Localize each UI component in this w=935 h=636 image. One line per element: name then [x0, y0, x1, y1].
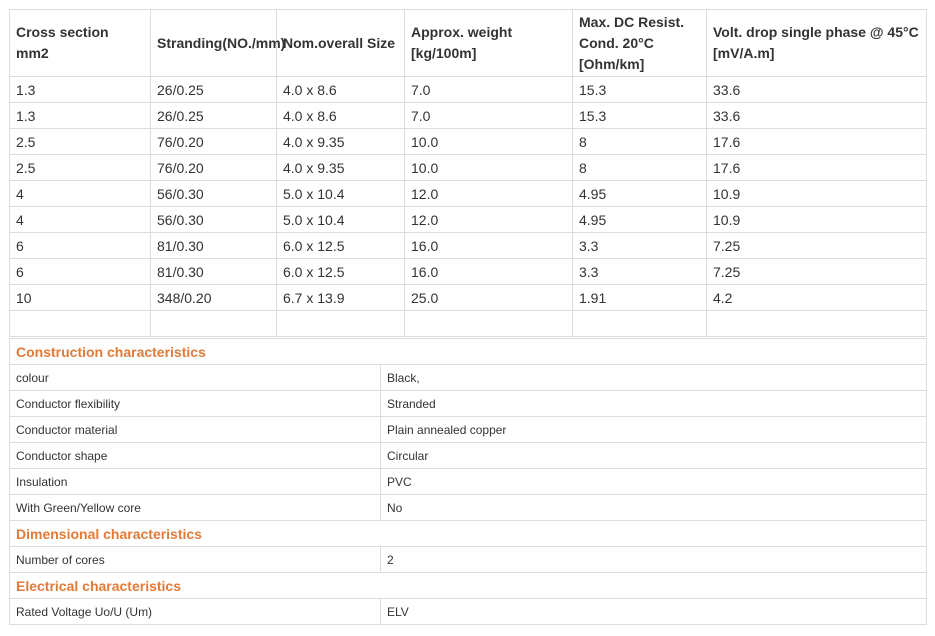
- table-cell: 7.0: [405, 77, 573, 103]
- table-row: [10, 181, 927, 207]
- table-cell: 17.6: [707, 155, 927, 181]
- table-cell: 26/0.25: [151, 103, 277, 129]
- table-cell: [405, 311, 573, 337]
- property-value: Circular: [381, 443, 927, 469]
- table-cell: 1.3: [10, 103, 151, 129]
- property-row: [10, 469, 927, 495]
- property-value: PVC: [381, 469, 927, 495]
- table-row: [10, 103, 927, 129]
- table-cell: 12.0: [405, 181, 573, 207]
- table-cell: 6: [10, 233, 151, 259]
- property-label: colour: [10, 365, 381, 391]
- table-cell: 4: [10, 181, 151, 207]
- table-cell: 10.0: [405, 129, 573, 155]
- table-row: [10, 207, 927, 233]
- dimensional-heading: Dimensional characteristics: [10, 521, 927, 547]
- table-row-empty: [10, 311, 927, 337]
- table-cell: 7.25: [707, 259, 927, 285]
- table-cell: 81/0.30: [151, 233, 277, 259]
- table-cell: 6.7 x 13.9: [277, 285, 405, 311]
- table-cell: 12.0: [405, 207, 573, 233]
- property-value: Plain annealed copper: [381, 417, 927, 443]
- table-cell: 6.0 x 12.5: [277, 233, 405, 259]
- header-stranding: Stranding(NO./mm): [151, 10, 277, 77]
- table-cell: [707, 311, 927, 337]
- table-cell: 5.0 x 10.4: [277, 207, 405, 233]
- property-row: [10, 599, 927, 625]
- electrical-heading: Electrical characteristics: [10, 573, 927, 599]
- table-cell: 25.0: [405, 285, 573, 311]
- property-label: With Green/Yellow core: [10, 495, 381, 521]
- property-label: Insulation: [10, 469, 381, 495]
- table-cell: 2.5: [10, 155, 151, 181]
- table-cell: 1.3: [10, 77, 151, 103]
- property-row: [10, 417, 927, 443]
- table-cell: 10.9: [707, 207, 927, 233]
- table-cell: 7.0: [405, 103, 573, 129]
- construction-heading: Construction characteristics: [10, 339, 927, 365]
- table-cell: 2.5: [10, 129, 151, 155]
- table-cell: 15.3: [573, 77, 707, 103]
- table-cell: 33.6: [707, 103, 927, 129]
- table-cell: 4: [10, 207, 151, 233]
- spec-table: [9, 9, 927, 337]
- header-overall-size: Nom.overall Size: [277, 10, 405, 77]
- table-cell: 76/0.20: [151, 155, 277, 181]
- table-row: [10, 259, 927, 285]
- property-label: Conductor flexibility: [10, 391, 381, 417]
- properties-table: [9, 338, 927, 625]
- table-cell: 81/0.30: [151, 259, 277, 285]
- table-row: [10, 285, 927, 311]
- property-value: Stranded: [381, 391, 927, 417]
- property-label: Conductor shape: [10, 443, 381, 469]
- table-cell: 4.0 x 9.35: [277, 155, 405, 181]
- property-value: 2: [381, 547, 927, 573]
- table-cell: 3.3: [573, 259, 707, 285]
- table-cell: 4.0 x 8.6: [277, 77, 405, 103]
- property-value: Black,: [381, 365, 927, 391]
- table-cell: 7.25: [707, 233, 927, 259]
- table-cell: [573, 311, 707, 337]
- table-cell: 26/0.25: [151, 77, 277, 103]
- table-cell: 17.6: [707, 129, 927, 155]
- table-cell: 10.0: [405, 155, 573, 181]
- header-weight: Approx. weight [kg/100m]: [405, 10, 573, 77]
- table-cell: 6: [10, 259, 151, 285]
- table-cell: [10, 311, 151, 337]
- table-cell: 10.9: [707, 181, 927, 207]
- table-cell: 3.3: [573, 233, 707, 259]
- spec-header-row: [10, 10, 927, 77]
- table-row: [10, 129, 927, 155]
- table-cell: 10: [10, 285, 151, 311]
- property-label: Conductor material: [10, 417, 381, 443]
- property-row: [10, 443, 927, 469]
- table-cell: 4.0 x 9.35: [277, 129, 405, 155]
- property-value: No: [381, 495, 927, 521]
- table-cell: 4.2: [707, 285, 927, 311]
- table-row: [10, 77, 927, 103]
- section-heading-row: [10, 339, 927, 365]
- table-cell: 1.91: [573, 285, 707, 311]
- header-volt-drop: Volt. drop single phase @ 45°C [mV/A.m]: [707, 10, 927, 77]
- property-label: Number of cores: [10, 547, 381, 573]
- table-row: [10, 233, 927, 259]
- property-label: Rated Voltage Uo/U (Um): [10, 599, 381, 625]
- property-row: [10, 365, 927, 391]
- property-value: ELV: [381, 599, 927, 625]
- table-cell: 4.95: [573, 207, 707, 233]
- table-cell: [151, 311, 277, 337]
- table-cell: 348/0.20: [151, 285, 277, 311]
- section-heading-row: [10, 521, 927, 547]
- property-row: [10, 391, 927, 417]
- table-cell: 8: [573, 129, 707, 155]
- table-cell: 4.0 x 8.6: [277, 103, 405, 129]
- table-cell: 5.0 x 10.4: [277, 181, 405, 207]
- table-cell: 16.0: [405, 233, 573, 259]
- table-row: [10, 155, 927, 181]
- table-cell: 8: [573, 155, 707, 181]
- table-cell: 56/0.30: [151, 207, 277, 233]
- table-cell: 4.95: [573, 181, 707, 207]
- cable-spec-page: [9, 9, 926, 625]
- table-cell: 56/0.30: [151, 181, 277, 207]
- header-dc-resistance: Max. DC Resist. Cond. 20°C [Ohm/km]: [573, 10, 707, 77]
- section-heading-row: [10, 573, 927, 599]
- table-cell: 33.6: [707, 77, 927, 103]
- property-row: [10, 495, 927, 521]
- property-row: [10, 547, 927, 573]
- header-cross-section: Cross section mm2: [10, 10, 151, 77]
- table-cell: 76/0.20: [151, 129, 277, 155]
- table-cell: 16.0: [405, 259, 573, 285]
- table-cell: 6.0 x 12.5: [277, 259, 405, 285]
- table-cell: [277, 311, 405, 337]
- table-cell: 15.3: [573, 103, 707, 129]
